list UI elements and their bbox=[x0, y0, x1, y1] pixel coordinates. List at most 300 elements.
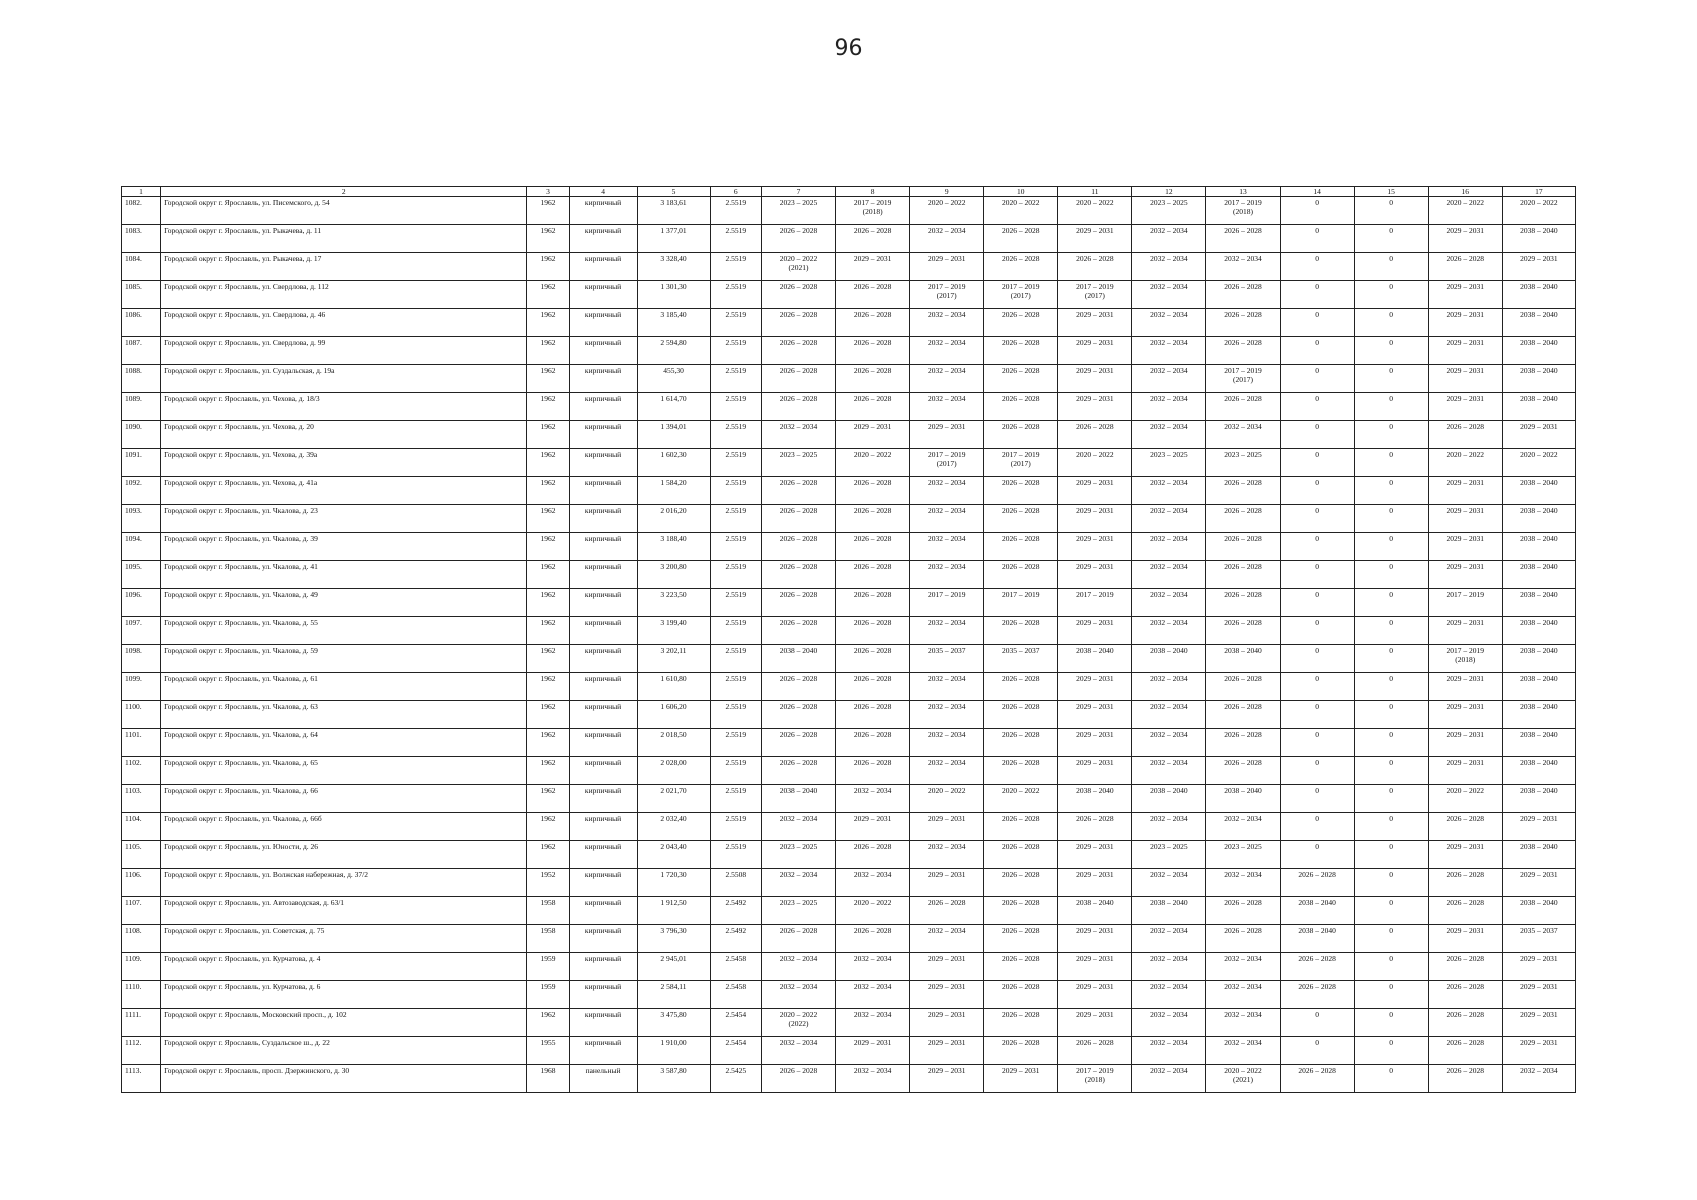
table-cell-col-2: Городской округ г. Ярославль, ул. Чкалова, д. 63 bbox=[161, 701, 527, 729]
table-cell-col-8: 2032 – 2034 bbox=[836, 1065, 910, 1093]
table-cell-col-14: 2026 – 2028 bbox=[1280, 981, 1354, 1009]
table-cell-col-10: 2026 – 2028 bbox=[984, 1037, 1058, 1065]
table-cell-col-7: 2026 – 2028 bbox=[762, 309, 836, 337]
table-cell-col-10: 2026 – 2028 bbox=[984, 477, 1058, 505]
table-cell-col-12: 2032 – 2034 bbox=[1132, 813, 1206, 841]
table-cell-col-13: 2026 – 2028 bbox=[1206, 281, 1280, 309]
table-cell-col-13: 2026 – 2028 bbox=[1206, 897, 1280, 925]
table-cell-col-16: 2020 – 2022 bbox=[1428, 785, 1502, 813]
column-header-17: 17 bbox=[1502, 187, 1575, 197]
table-cell-col-4: кирпичный bbox=[569, 309, 637, 337]
table-cell-col-15: 0 bbox=[1354, 673, 1428, 701]
table-cell-col-13: 2026 – 2028 bbox=[1206, 561, 1280, 589]
table-cell-col-3: 1962 bbox=[527, 561, 569, 589]
table-cell-col-2: Городской округ г. Ярославль, ул. Юности, д. 26 bbox=[161, 841, 527, 869]
table-cell-col-9: 2029 – 2031 bbox=[910, 953, 984, 981]
table-cell-col-8: 2026 – 2028 bbox=[836, 757, 910, 785]
table-cell-col-6: 2.5425 bbox=[710, 1065, 761, 1093]
table-cell-col-2: Городской округ г. Ярославль, ул. Чкалова, д. 61 bbox=[161, 673, 527, 701]
table-cell-col-9: 2029 – 2031 bbox=[910, 813, 984, 841]
table-cell-col-7: 2026 – 2028 bbox=[762, 505, 836, 533]
table-cell-col-2: Городской округ г. Ярославль, ул. Чкалова, д. 66 bbox=[161, 785, 527, 813]
table-cell-col-10: 2026 – 2028 bbox=[984, 701, 1058, 729]
column-header-3: 3 bbox=[527, 187, 569, 197]
table-cell-col-13: 2026 – 2028 bbox=[1206, 309, 1280, 337]
table-cell-col-2: Городской округ г. Ярославль, просп. Дзержинского, д. 30 bbox=[161, 1065, 527, 1093]
table-cell-col-6: 2.5519 bbox=[710, 561, 761, 589]
table-cell-col-11: 2029 – 2031 bbox=[1058, 505, 1132, 533]
table-cell-col-11: 2029 – 2031 bbox=[1058, 953, 1132, 981]
table-cell-col-5: 1 614,70 bbox=[637, 393, 710, 421]
table-row bbox=[122, 225, 1576, 253]
table-cell-col-15: 0 bbox=[1354, 953, 1428, 981]
table-cell-col-11: 2029 – 2031 bbox=[1058, 729, 1132, 757]
table-cell-col-17: 2038 – 2040 bbox=[1502, 281, 1575, 309]
table-cell-col-10: 2035 – 2037 bbox=[984, 645, 1058, 673]
table-cell-col-13: 2026 – 2028 bbox=[1206, 505, 1280, 533]
table-cell-col-4: кирпичный bbox=[569, 505, 637, 533]
table-cell-col-4: кирпичный bbox=[569, 925, 637, 953]
table-cell-col-13: 2020 – 2022 (2021) bbox=[1206, 1065, 1280, 1093]
table-cell-col-12: 2032 – 2034 bbox=[1132, 1065, 1206, 1093]
table-cell-col-10: 2026 – 2028 bbox=[984, 253, 1058, 281]
table-cell-col-14: 0 bbox=[1280, 729, 1354, 757]
table-cell-col-7: 2023 – 2025 bbox=[762, 449, 836, 477]
table-cell-col-12: 2032 – 2034 bbox=[1132, 253, 1206, 281]
table-cell-col-8: 2017 – 2019 (2018) bbox=[836, 197, 910, 225]
table-cell-col-2: Городской округ г. Ярославль, ул. Чкалова, д. 41 bbox=[161, 561, 527, 589]
table-cell-col-12: 2032 – 2034 bbox=[1132, 981, 1206, 1009]
table-cell-col-11: 2029 – 2031 bbox=[1058, 309, 1132, 337]
table-cell-col-8: 2026 – 2028 bbox=[836, 645, 910, 673]
table-cell-col-6: 2.5519 bbox=[710, 533, 761, 561]
table-row bbox=[122, 757, 1576, 785]
table-row bbox=[122, 813, 1576, 841]
table-cell-col-9: 2032 – 2034 bbox=[910, 533, 984, 561]
table-cell-col-8: 2026 – 2028 bbox=[836, 841, 910, 869]
table-cell-col-6: 2.5519 bbox=[710, 253, 761, 281]
column-header-8: 8 bbox=[836, 187, 910, 197]
table-cell-col-2: Городской округ г. Ярославль, ул. Свердлова, д. 112 bbox=[161, 281, 527, 309]
table-header bbox=[122, 187, 1576, 197]
table-cell-col-2: Городской округ г. Ярославль, ул. Чкалова, д. 55 bbox=[161, 617, 527, 645]
table-cell-col-15: 0 bbox=[1354, 561, 1428, 589]
table-cell-col-17: 2038 – 2040 bbox=[1502, 505, 1575, 533]
table-cell-col-4: кирпичный bbox=[569, 421, 637, 449]
table-cell-col-2: Городской округ г. Ярославль, ул. Чехова, д. 18/3 bbox=[161, 393, 527, 421]
table-cell-col-6: 2.5458 bbox=[710, 953, 761, 981]
table-cell-col-9: 2032 – 2034 bbox=[910, 925, 984, 953]
table-cell-col-3: 1958 bbox=[527, 925, 569, 953]
table-cell-col-16: 2026 – 2028 bbox=[1428, 897, 1502, 925]
table-cell-col-1: 1100. bbox=[122, 701, 161, 729]
table-cell-col-4: панельный bbox=[569, 1065, 637, 1093]
table-row bbox=[122, 589, 1576, 617]
table-row bbox=[122, 309, 1576, 337]
page-number: 96 bbox=[834, 36, 863, 61]
table-cell-col-2: Городской округ г. Ярославль, ул. Курчатова, д. 6 bbox=[161, 981, 527, 1009]
table-cell-col-12: 2032 – 2034 bbox=[1132, 393, 1206, 421]
table-cell-col-5: 2 043,40 bbox=[637, 841, 710, 869]
table-cell-col-5: 3 188,40 bbox=[637, 533, 710, 561]
table-cell-col-13: 2032 – 2034 bbox=[1206, 253, 1280, 281]
table-row bbox=[122, 337, 1576, 365]
table-cell-col-3: 1962 bbox=[527, 225, 569, 253]
table-cell-col-12: 2032 – 2034 bbox=[1132, 281, 1206, 309]
table-cell-col-11: 2029 – 2031 bbox=[1058, 337, 1132, 365]
table-cell-col-13: 2038 – 2040 bbox=[1206, 785, 1280, 813]
table-cell-col-14: 0 bbox=[1280, 281, 1354, 309]
table-cell-col-15: 0 bbox=[1354, 253, 1428, 281]
table-cell-col-17: 2038 – 2040 bbox=[1502, 365, 1575, 393]
table-cell-col-10: 2026 – 2028 bbox=[984, 337, 1058, 365]
table-cell-col-3: 1955 bbox=[527, 1037, 569, 1065]
table-cell-col-13: 2026 – 2028 bbox=[1206, 337, 1280, 365]
table-cell-col-12: 2032 – 2034 bbox=[1132, 953, 1206, 981]
table-cell-col-7: 2023 – 2025 bbox=[762, 197, 836, 225]
table-row bbox=[122, 393, 1576, 421]
table-row bbox=[122, 729, 1576, 757]
table-cell-col-7: 2026 – 2028 bbox=[762, 729, 836, 757]
table-cell-col-9: 2032 – 2034 bbox=[910, 561, 984, 589]
column-header-10: 10 bbox=[984, 187, 1058, 197]
table-cell-col-16: 2026 – 2028 bbox=[1428, 869, 1502, 897]
table-cell-col-13: 2032 – 2034 bbox=[1206, 421, 1280, 449]
table-cell-col-9: 2026 – 2028 bbox=[910, 897, 984, 925]
table-cell-col-13: 2026 – 2028 bbox=[1206, 393, 1280, 421]
table-cell-col-3: 1959 bbox=[527, 981, 569, 1009]
table-cell-col-1: 1093. bbox=[122, 505, 161, 533]
table-cell-col-12: 2023 – 2025 bbox=[1132, 841, 1206, 869]
table-cell-col-15: 0 bbox=[1354, 841, 1428, 869]
table-cell-col-2: Городской округ г. Ярославль, ул. Чкалова, д. 23 bbox=[161, 505, 527, 533]
table-cell-col-1: 1087. bbox=[122, 337, 161, 365]
table-cell-col-1: 1095. bbox=[122, 561, 161, 589]
table-cell-col-12: 2032 – 2034 bbox=[1132, 533, 1206, 561]
table-cell-col-10: 2017 – 2019 (2017) bbox=[984, 281, 1058, 309]
table-cell-col-6: 2.5519 bbox=[710, 421, 761, 449]
table-cell-col-5: 3 199,40 bbox=[637, 617, 710, 645]
table-cell-col-15: 0 bbox=[1354, 309, 1428, 337]
table-cell-col-9: 2032 – 2034 bbox=[910, 477, 984, 505]
table-cell-col-16: 2020 – 2022 bbox=[1428, 197, 1502, 225]
table-cell-col-12: 2032 – 2034 bbox=[1132, 337, 1206, 365]
table-cell-col-3: 1962 bbox=[527, 785, 569, 813]
table-row bbox=[122, 1065, 1576, 1093]
table-cell-col-8: 2029 – 2031 bbox=[836, 813, 910, 841]
table-row bbox=[122, 1009, 1576, 1037]
table-row bbox=[122, 981, 1576, 1009]
table-cell-col-5: 2 016,20 bbox=[637, 505, 710, 533]
table-cell-col-14: 0 bbox=[1280, 225, 1354, 253]
table-cell-col-8: 2026 – 2028 bbox=[836, 477, 910, 505]
table-cell-col-2: Городской округ г. Ярославль, Суздальское ш., д. 22 bbox=[161, 1037, 527, 1065]
table-cell-col-4: кирпичный bbox=[569, 1009, 637, 1037]
table-cell-col-14: 0 bbox=[1280, 449, 1354, 477]
table-cell-col-4: кирпичный bbox=[569, 365, 637, 393]
table-cell-col-1: 1102. bbox=[122, 757, 161, 785]
table-cell-col-11: 2029 – 2031 bbox=[1058, 365, 1132, 393]
table-cell-col-17: 2032 – 2034 bbox=[1502, 1065, 1575, 1093]
table-cell-col-7: 2026 – 2028 bbox=[762, 337, 836, 365]
table-cell-col-15: 0 bbox=[1354, 869, 1428, 897]
table-cell-col-2: Городской округ г. Ярославль, ул. Писемского, д. 54 bbox=[161, 197, 527, 225]
table-cell-col-7: 2032 – 2034 bbox=[762, 953, 836, 981]
table-cell-col-10: 2026 – 2028 bbox=[984, 561, 1058, 589]
table-cell-col-4: кирпичный bbox=[569, 197, 637, 225]
table-cell-col-10: 2017 – 2019 bbox=[984, 589, 1058, 617]
table-cell-col-10: 2017 – 2019 (2017) bbox=[984, 449, 1058, 477]
table-cell-col-7: 2026 – 2028 bbox=[762, 393, 836, 421]
table-cell-col-11: 2029 – 2031 bbox=[1058, 981, 1132, 1009]
table-cell-col-3: 1962 bbox=[527, 421, 569, 449]
table-cell-col-1: 1113. bbox=[122, 1065, 161, 1093]
table-cell-col-6: 2.5519 bbox=[710, 197, 761, 225]
table-cell-col-5: 1 910,00 bbox=[637, 1037, 710, 1065]
table-cell-col-8: 2032 – 2034 bbox=[836, 981, 910, 1009]
table-cell-col-6: 2.5519 bbox=[710, 645, 761, 673]
table-cell-col-15: 0 bbox=[1354, 421, 1428, 449]
table-row bbox=[122, 421, 1576, 449]
table-cell-col-5: 2 021,70 bbox=[637, 785, 710, 813]
table-cell-col-15: 0 bbox=[1354, 505, 1428, 533]
column-header-2: 2 bbox=[161, 187, 527, 197]
table-cell-col-1: 1086. bbox=[122, 309, 161, 337]
table-cell-col-11: 2017 – 2019 (2018) bbox=[1058, 1065, 1132, 1093]
table-cell-col-10: 2026 – 2028 bbox=[984, 1009, 1058, 1037]
column-header-1: 1 bbox=[122, 187, 161, 197]
table-cell-col-9: 2029 – 2031 bbox=[910, 981, 984, 1009]
table-cell-col-6: 2.5519 bbox=[710, 673, 761, 701]
table-cell-col-17: 2038 – 2040 bbox=[1502, 729, 1575, 757]
table-cell-col-14: 0 bbox=[1280, 701, 1354, 729]
table-cell-col-7: 2026 – 2028 bbox=[762, 757, 836, 785]
table-cell-col-12: 2032 – 2034 bbox=[1132, 673, 1206, 701]
table-cell-col-4: кирпичный bbox=[569, 869, 637, 897]
table-cell-col-8: 2026 – 2028 bbox=[836, 393, 910, 421]
table-cell-col-17: 2029 – 2031 bbox=[1502, 953, 1575, 981]
table-cell-col-12: 2032 – 2034 bbox=[1132, 309, 1206, 337]
table-cell-col-14: 0 bbox=[1280, 421, 1354, 449]
table-cell-col-1: 1097. bbox=[122, 617, 161, 645]
table-cell-col-6: 2.5492 bbox=[710, 925, 761, 953]
table-cell-col-4: кирпичный bbox=[569, 617, 637, 645]
table-cell-col-14: 0 bbox=[1280, 393, 1354, 421]
table-cell-col-7: 2038 – 2040 bbox=[762, 645, 836, 673]
table-cell-col-14: 2038 – 2040 bbox=[1280, 897, 1354, 925]
table-cell-col-15: 0 bbox=[1354, 197, 1428, 225]
table-cell-col-5: 3 223,50 bbox=[637, 589, 710, 617]
table-cell-col-5: 3 328,40 bbox=[637, 253, 710, 281]
table-cell-col-16: 2029 – 2031 bbox=[1428, 225, 1502, 253]
table-cell-col-9: 2032 – 2034 bbox=[910, 617, 984, 645]
table-cell-col-9: 2020 – 2022 bbox=[910, 197, 984, 225]
table-cell-col-16: 2026 – 2028 bbox=[1428, 1065, 1502, 1093]
table-cell-col-1: 1084. bbox=[122, 253, 161, 281]
table-cell-col-1: 1096. bbox=[122, 589, 161, 617]
table-cell-col-15: 0 bbox=[1354, 729, 1428, 757]
table-row bbox=[122, 1037, 1576, 1065]
table-cell-col-7: 2026 – 2028 bbox=[762, 673, 836, 701]
table-cell-col-14: 0 bbox=[1280, 561, 1354, 589]
table-cell-col-17: 2038 – 2040 bbox=[1502, 897, 1575, 925]
table-cell-col-4: кирпичный bbox=[569, 813, 637, 841]
table-cell-col-10: 2026 – 2028 bbox=[984, 393, 1058, 421]
table-cell-col-7: 2026 – 2028 bbox=[762, 1065, 836, 1093]
table-cell-col-6: 2.5519 bbox=[710, 365, 761, 393]
table-cell-col-3: 1962 bbox=[527, 337, 569, 365]
table-cell-col-8: 2026 – 2028 bbox=[836, 225, 910, 253]
table-cell-col-15: 0 bbox=[1354, 365, 1428, 393]
table-row bbox=[122, 925, 1576, 953]
table-cell-col-5: 2 032,40 bbox=[637, 813, 710, 841]
table-cell-col-15: 0 bbox=[1354, 1037, 1428, 1065]
table-cell-col-6: 2.5519 bbox=[710, 757, 761, 785]
table-cell-col-8: 2026 – 2028 bbox=[836, 673, 910, 701]
table-cell-col-17: 2038 – 2040 bbox=[1502, 533, 1575, 561]
table-cell-col-5: 2 028,00 bbox=[637, 757, 710, 785]
table-cell-col-2: Городской округ г. Ярославль, ул. Чкалова, д. 65 bbox=[161, 757, 527, 785]
table-cell-col-1: 1101. bbox=[122, 729, 161, 757]
table-cell-col-10: 2026 – 2028 bbox=[984, 925, 1058, 953]
table-cell-col-8: 2029 – 2031 bbox=[836, 421, 910, 449]
table-cell-col-4: кирпичный bbox=[569, 981, 637, 1009]
table-cell-col-6: 2.5454 bbox=[710, 1009, 761, 1037]
table-cell-col-17: 2038 – 2040 bbox=[1502, 561, 1575, 589]
table-cell-col-3: 1962 bbox=[527, 449, 569, 477]
table-cell-col-12: 2032 – 2034 bbox=[1132, 757, 1206, 785]
table-cell-col-1: 1088. bbox=[122, 365, 161, 393]
table-cell-col-10: 2026 – 2028 bbox=[984, 533, 1058, 561]
table-cell-col-15: 0 bbox=[1354, 813, 1428, 841]
table-cell-col-16: 2026 – 2028 bbox=[1428, 1037, 1502, 1065]
table-cell-col-17: 2029 – 2031 bbox=[1502, 981, 1575, 1009]
table-cell-col-4: кирпичный bbox=[569, 757, 637, 785]
table-cell-col-16: 2020 – 2022 bbox=[1428, 449, 1502, 477]
table-cell-col-17: 2038 – 2040 bbox=[1502, 673, 1575, 701]
table-cell-col-11: 2029 – 2031 bbox=[1058, 701, 1132, 729]
table-cell-col-14: 0 bbox=[1280, 617, 1354, 645]
header-row bbox=[122, 187, 1576, 197]
table-cell-col-14: 2026 – 2028 bbox=[1280, 953, 1354, 981]
table-cell-col-6: 2.5519 bbox=[710, 337, 761, 365]
table-cell-col-8: 2026 – 2028 bbox=[836, 505, 910, 533]
table-cell-col-15: 0 bbox=[1354, 757, 1428, 785]
table-cell-col-1: 1110. bbox=[122, 981, 161, 1009]
table-cell-col-2: Городской округ г. Ярославль, ул. Чехова, д. 41а bbox=[161, 477, 527, 505]
table-cell-col-1: 1106. bbox=[122, 869, 161, 897]
table-row bbox=[122, 365, 1576, 393]
table-cell-col-5: 1 394,01 bbox=[637, 421, 710, 449]
table-cell-col-8: 2026 – 2028 bbox=[836, 617, 910, 645]
table-cell-col-5: 2 584,11 bbox=[637, 981, 710, 1009]
table-cell-col-9: 2029 – 2031 bbox=[910, 1009, 984, 1037]
table-cell-col-1: 1089. bbox=[122, 393, 161, 421]
table-cell-col-14: 0 bbox=[1280, 337, 1354, 365]
table-cell-col-8: 2026 – 2028 bbox=[836, 589, 910, 617]
table-cell-col-3: 1962 bbox=[527, 253, 569, 281]
table-cell-col-11: 2029 – 2031 bbox=[1058, 617, 1132, 645]
table-cell-col-13: 2026 – 2028 bbox=[1206, 757, 1280, 785]
table-row bbox=[122, 841, 1576, 869]
table-cell-col-3: 1962 bbox=[527, 757, 569, 785]
table-cell-col-17: 2029 – 2031 bbox=[1502, 869, 1575, 897]
table-cell-col-13: 2032 – 2034 bbox=[1206, 869, 1280, 897]
column-header-6: 6 bbox=[710, 187, 761, 197]
table-cell-col-12: 2032 – 2034 bbox=[1132, 561, 1206, 589]
table-cell-col-15: 0 bbox=[1354, 393, 1428, 421]
table-cell-col-11: 2029 – 2031 bbox=[1058, 757, 1132, 785]
table-cell-col-11: 2026 – 2028 bbox=[1058, 1037, 1132, 1065]
table-cell-col-8: 2026 – 2028 bbox=[836, 337, 910, 365]
table-cell-col-4: кирпичный bbox=[569, 785, 637, 813]
table-cell-col-1: 1108. bbox=[122, 925, 161, 953]
table-cell-col-7: 2026 – 2028 bbox=[762, 589, 836, 617]
table-cell-col-5: 1 720,30 bbox=[637, 869, 710, 897]
table-cell-col-11: 2038 – 2040 bbox=[1058, 785, 1132, 813]
table-cell-col-6: 2.5519 bbox=[710, 477, 761, 505]
table-cell-col-5: 3 200,80 bbox=[637, 561, 710, 589]
table-cell-col-1: 1104. bbox=[122, 813, 161, 841]
table-cell-col-16: 2017 – 2019 (2018) bbox=[1428, 645, 1502, 673]
table-cell-col-16: 2026 – 2028 bbox=[1428, 421, 1502, 449]
table-cell-col-16: 2029 – 2031 bbox=[1428, 701, 1502, 729]
table-cell-col-13: 2023 – 2025 bbox=[1206, 841, 1280, 869]
table-cell-col-2: Городской округ г. Ярославль, Московский просп., д. 102 bbox=[161, 1009, 527, 1037]
table-cell-col-16: 2029 – 2031 bbox=[1428, 841, 1502, 869]
table-cell-col-15: 0 bbox=[1354, 589, 1428, 617]
table-cell-col-3: 1962 bbox=[527, 589, 569, 617]
table-cell-col-6: 2.5519 bbox=[710, 449, 761, 477]
table-cell-col-6: 2.5519 bbox=[710, 309, 761, 337]
column-header-11: 11 bbox=[1058, 187, 1132, 197]
table-cell-col-15: 0 bbox=[1354, 1065, 1428, 1093]
table-cell-col-12: 2032 – 2034 bbox=[1132, 505, 1206, 533]
table-cell-col-14: 0 bbox=[1280, 309, 1354, 337]
table-cell-col-4: кирпичный bbox=[569, 1037, 637, 1065]
table-cell-col-14: 0 bbox=[1280, 589, 1354, 617]
table-cell-col-11: 2029 – 2031 bbox=[1058, 225, 1132, 253]
table-cell-col-6: 2.5519 bbox=[710, 617, 761, 645]
table-cell-col-11: 2029 – 2031 bbox=[1058, 477, 1132, 505]
table-cell-col-7: 2026 – 2028 bbox=[762, 281, 836, 309]
table-cell-col-7: 2026 – 2028 bbox=[762, 533, 836, 561]
table-cell-col-1: 1098. bbox=[122, 645, 161, 673]
table-cell-col-2: Городской округ г. Ярославль, ул. Чкалова, д. 59 bbox=[161, 645, 527, 673]
table-cell-col-13: 2038 – 2040 bbox=[1206, 645, 1280, 673]
table-cell-col-2: Городской округ г. Ярославль, ул. Автозаводская, д. 63/1 bbox=[161, 897, 527, 925]
table-cell-col-6: 2.5458 bbox=[710, 981, 761, 1009]
table-row bbox=[122, 281, 1576, 309]
table-row bbox=[122, 617, 1576, 645]
table-cell-col-6: 2.5519 bbox=[710, 225, 761, 253]
table-cell-col-2: Городской округ г. Ярославль, ул. Суздальская, д. 19а bbox=[161, 365, 527, 393]
table-cell-col-10: 2026 – 2028 bbox=[984, 981, 1058, 1009]
table-cell-col-10: 2026 – 2028 bbox=[984, 309, 1058, 337]
table-cell-col-4: кирпичный bbox=[569, 533, 637, 561]
table-cell-col-17: 2038 – 2040 bbox=[1502, 477, 1575, 505]
table-cell-col-7: 2023 – 2025 bbox=[762, 897, 836, 925]
table-cell-col-3: 1962 bbox=[527, 1009, 569, 1037]
table-cell-col-12: 2032 – 2034 bbox=[1132, 701, 1206, 729]
table-cell-col-2: Городской округ г. Ярославль, ул. Рыкачева, д. 11 bbox=[161, 225, 527, 253]
table-cell-col-3: 1962 bbox=[527, 477, 569, 505]
table-cell-col-14: 2026 – 2028 bbox=[1280, 869, 1354, 897]
table-cell-col-8: 2026 – 2028 bbox=[836, 701, 910, 729]
table-cell-col-11: 2029 – 2031 bbox=[1058, 673, 1132, 701]
table-cell-col-3: 1962 bbox=[527, 645, 569, 673]
table-row bbox=[122, 561, 1576, 589]
